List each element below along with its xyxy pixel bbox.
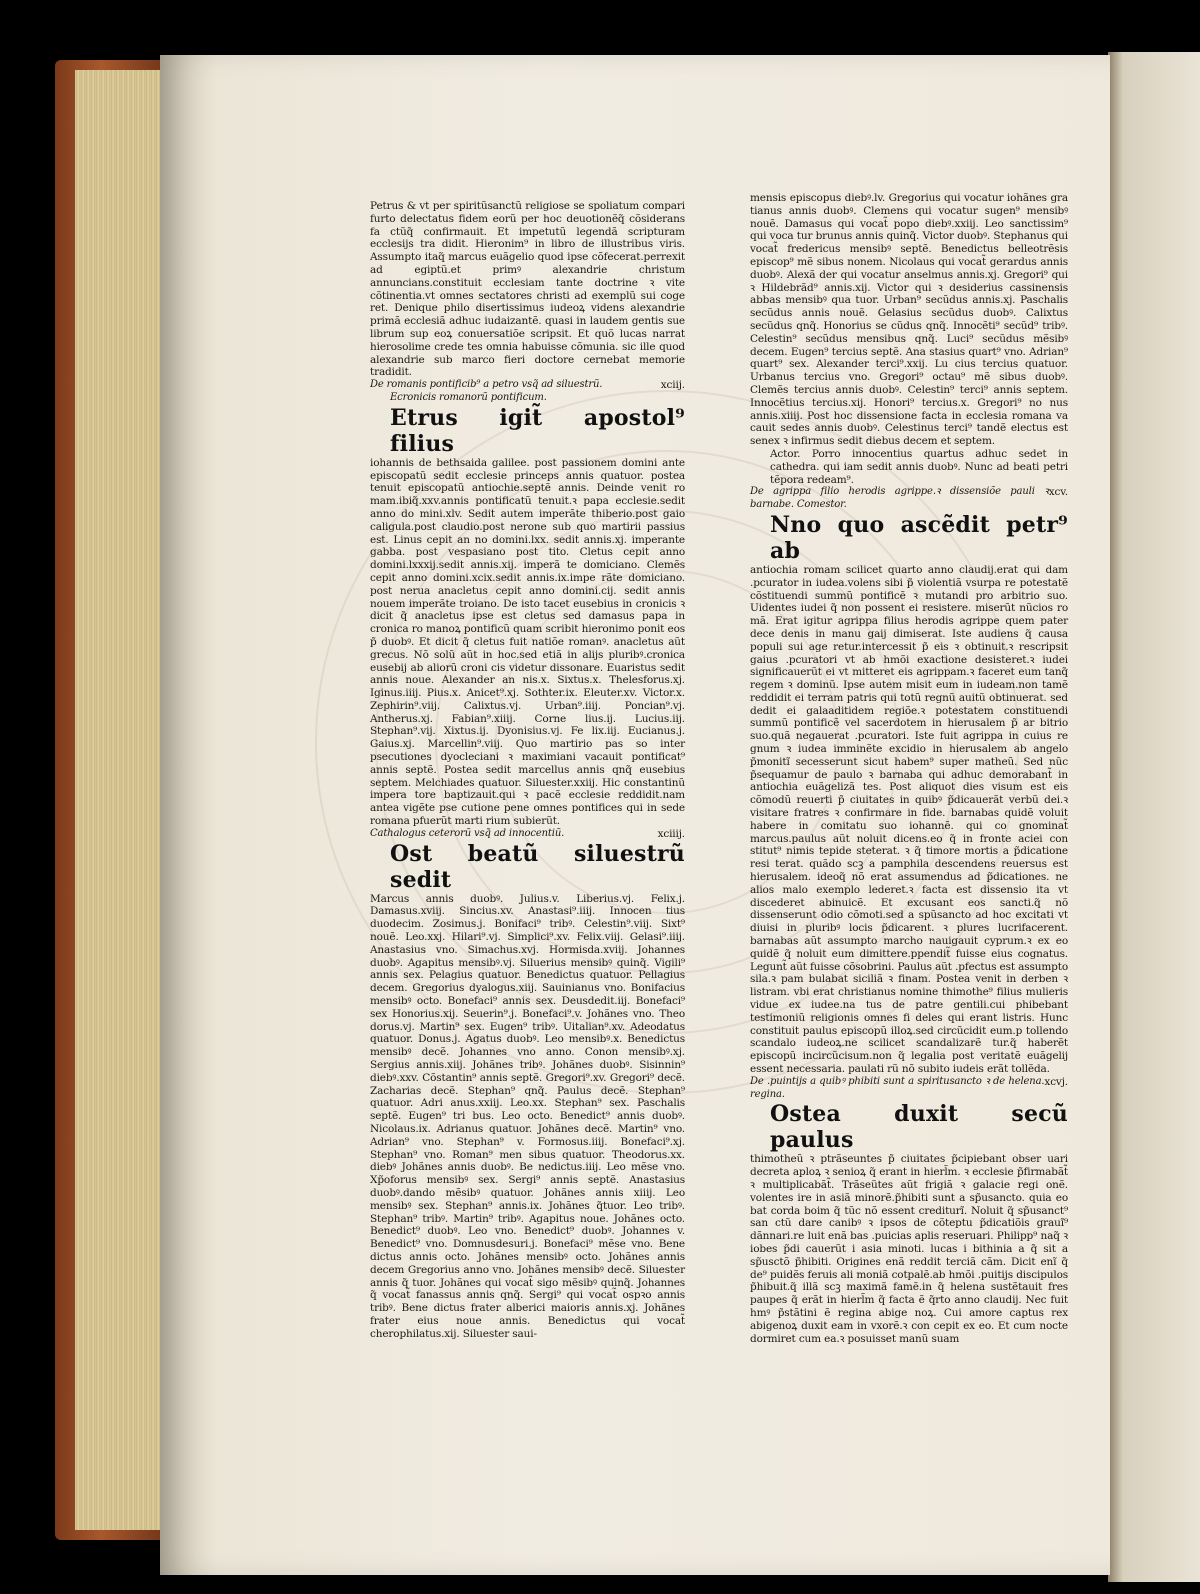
facing-page-edge [1108,52,1200,1582]
chapter-heading: Etrus igit̃ apostol⁹ filius [390,404,685,457]
chapter-heading: Ost beatũ siluestrũ sedit [390,840,685,893]
left-text-column [370,200,685,1341]
paragraph: iohannis de bethsaida galilee. post passionem domini ante episcopatũ sedit ecclesie princeps annis quatuor. postea tenuit episcopatũ antiochie.septẽ annis. Deinde venit ro mam.ibiq̃.xxv.annis pontificatũ tenuit.ꝛ papa ecclesie.sedit anno do mini.xlv. Sedit autem imperãte thiberio.post gaio caligula.post claudio.post nerone sub quo martirii passius est. Linus cepit an no domini.lxx. sedit annis.xj. imperante gabba. post vespasiano post tito. Cletus cepit anno domini.lxxxij.sedit annis.xij. imperã te domiciano. Clemẽs cepit anno domini.xcix.sedit annis.ix.impe rãte domiciano. post nerua anacletus cepit anno domini.cij. sedit annis nouem imperãte troiano. De isto tacet eusebius in cronicis ꝛ dicit q̃ anacletus ipse est cletus sed damasus papa in cronica ro manoꝝ pontificũ quam scribit hieronimo ponit eos p̃ duobꝰ. Et dicit q̃ cletus fuit natiõe romanꝰ. anacletus aũt grecus. Nõ solũ aũt in hoc.sed etiã in alijs pluribꝰ.cronica eusebij ab aliorũ croni cis videtur dissonare. Euaristus sedit annis noue. Alexander an nis.x. Sixtus.x. Thelesforus.xj. Iginus.iiij. Pius.x. Anicet⁹.xj. Sothter.ix. Eleuter.xv. Victor.x. Zephirin⁹.viij. Calixtus.vj. Urban⁹.iiij. Poncian⁹.vj. Antherus.xj. Fabian⁹.xiiij. Corne lius.ij. Lucius.iij. Stephan⁹.vij. Xixtus.ij. Dyonisius.vj. Fe lix.iij. Eucianus.j. Gaius.xj. Marcellin⁹.viij. Quo martirio pas so inter psecutiones dyocleciani ꝛ maximiani vacauit pontificat⁹ annis septẽ. Postea sedit marcellus annis qnq̃ eusebius septem. Melchiades quatuor. Siluester.xxiij. Hic constantinũ impera tore baptizauit.qui ꝛ pacẽ ecclesie reddidit.nam antea vigẽte pse cutione pene omnes pontifices qui in sede romana pfuerũt marti rium subierũt. [370,456,685,828]
chapter-number: xciiij. [657,827,685,840]
chapter-heading: Nno quo ascẽdit petr⁹ ab [770,511,1068,564]
rubric-label: De agrippa filio herodis agrippe.ꝛ dissensiõe pauli ꝛ barnabe. Comestor. [750,486,1049,511]
paragraph: mensis episcopus diebꝰ.lv. Gregorius qui vocatur iohãnes gra tianus annis duobꝰ. Clemens qui vocatur sugen⁹ mensibꝰ nouẽ. Damasus qui vocat̃ popo diebꝰ.xxiij. Leo sanctissim⁹ qui voca tur brunus annis quinq̃. Victor duobꝰ. Stephanus qui vocat̃ fredericus mensibꝰ septẽ. Benedictus belleotrẽsis episcop⁹ mẽ sibus nonem. Nicolaus qui vocat̃ gerardus annis duobꝰ. Alexã der qui vocatur anselmus annis.xj. Gregori⁹ qui ꝛ Hildebrãd⁹ annis.xij. Victor qui ꝛ desiderius cassinensis abbas mensibꝰ qua tuor. Urban⁹ secũdus annis.xj. Paschalis secũdus annis nouẽ. Gelasius secũdus duobꝰ. Calixtus secũdus qnq̃. Honorius se cũdus qnq̃. Innocẽti⁹ secũd⁹ tribꝰ. Celestin⁹ secũdus mensibus qnq̃. Luci⁹ secũdus mẽsibꝰ decem. Eugen⁹ tercius septẽ. Ana stasius quart⁹ vno. Adrian⁹ quart⁹ sex. Alexander terci⁹.xxij. Lu cius tercius quatuor. Urbanus tercius vno. Gregori⁹ octau⁹ mẽ sibus duobꝰ. Clemẽs tercius annis duobꝰ. Celestin⁹ terci⁹ annis septem. Innocẽtius tercius.xij. Honori⁹ tercius.x. Gregori⁹ no nus annis.xiiij. Post hoc dissensione facta in ecclesia romana va cauit sedes annis duobꝰ. Celestinus terci⁹ tandẽ electus est senex ꝛ infirmus sedit diebus decem et septem. [750,192,1068,448]
rubric-line [750,486,1068,512]
rubric-label: Cathalogus ceterorũ vsq̃ ad innocentiũ. [370,827,565,839]
chapter-heading: Ostea duxit secũ paulus [770,1101,1068,1154]
rubric-line [370,379,685,392]
right-text-column [750,192,1068,1345]
rubric-label: De .puintijs a quibꝰ phibiti sunt a spiritusancto ꝛ de helena. regina. [750,1075,1045,1100]
rubric-source: Ecronicis romanorũ pontificum. [390,391,547,403]
rubric-line [750,1076,1068,1102]
paragraph: thimotheũ ꝛ ptrãseuntes p̃ ciuitates p̃cipiebant obser uari decreta aploꝝ ꝛ senioꝝ q̃ erant in hierl̃m. ꝛ ecclesie p̃firmabãt̃ ꝛ multiplicabãt̃. Trãseũtes aũt frigiã ꝛ galacie regi onẽ. volentes ire in asiã minorẽ.p̃hibiti sunt a sp̃usancto. quia eo bat corda boim q̃ tũc nõ essent crediturĩ. Noluit q̃ sp̃usanct⁹ san ctũ dare canibꝰ ꝛ ipsos de cõteptu p̃dicatiõis grauĩ⁹ dãnnari.re luit enã bas .puicias aplis reseruari. Philipp⁹ naq̃ ꝛ iobes p̃di cauerũt i asia minoti. lucas i bithinia a q̃ sit a sp̃usctõ p̃hibiti. Origines enã reddit terciã cãm. Dicit enĩ q̃ de⁹ puidẽs feruis ali moniã cotpalẽ.ab hmõi .puitijs discipulos p̃hibuit.q̃ illã scꝫ maximã famẽ.in q̃ helena sustẽtauit fres paupes q̃ erãt in hierl̃m q̃ facta ẽ q̃rto anno claudij. Nec fuit hmꝰ p̃stãtini ẽ regina abige noꝝ. Cui amore captus rex abigenoꝝ duxit eam in vxorẽ.ꝛ con cepit ex eo. Et cum nocte dormiret cum ea.ꝛ posuisset manũ suam [750,1153,1068,1345]
rubric-line [370,828,685,841]
rubric-label: De romanis pontificib⁹ a petro vsq̃ ad siluestrũ. [370,379,603,391]
chapter-number: xcv. [1048,486,1068,499]
paragraph: Marcus annis duobꝰ. Julius.v. Liberius.vj. Felix.j. Damasus.xviij. Sincius.xv. Anastasi⁹.iiij. Innocen tius duodecim. Zosimus.j. Bonifaci⁹ tribꝰ. Celestin⁹.viij. Sixt⁹ nouẽ. Leo.xxj. Hilari⁹.vj. Simplici⁹.xv. Felix.viij. Gelasi⁹.iiij. Anastasius vno. Simachus.xvj. Hormisda.xviij. Johannes duobꝰ. Agapitus mensibꝰ.vj. Siluerius mensibꝰ quinq̃. Vigili⁹ annis sex. Pelagius quatuor. Benedictus quatuor. Pellagius decem. Gregorius dyalogus.xiij. Sauinianus vno. Bonifacius mensibꝰ octo. Bonefaci⁹ annis sex. Deusdedit.iij. Bonefaci⁹ sex Honorius.xij. Seuerin⁹.j. Bonefaci⁹.v. Johãnes vno. Theo dorus.vj. Martin⁹ sex. Eugen⁹ tribꝰ. Uitalian⁹.xv. Adeodatus quatuor. Donus.j. Agatus duobꝰ. Leo mensibꝰ.x. Benedictus mensibꝰ decẽ. Johannes vno anno. Conon mensibꝰ.xj. Sergius annis.xiij. Johãnes tribꝰ. Johãnes duobꝰ. Sisinnin⁹ diebꝰ.xxv. Cõstantin⁹ annis septẽ. Gregori⁹.xv. Gregori⁹ decẽ. Zacharias decẽ. Stephan⁹ qnq̃. Paulus decẽ. Stephan⁹ quatuor. Adri anus.xxiij. Leo.xx. Stephan⁹ sex. Paschalis septẽ. Eugen⁹ tri bus. Leo octo. Benedict⁹ annis duobꝰ. Nicolaus.ix. Adrianus quatuor. Johãnes decẽ. Martin⁹ vno. Adrian⁹ vno. Stephan⁹ v. Formosus.iiij. Bonefaci⁹.xj. Stephan⁹ vno. Roman⁹ men sibus quatuor. Theodorus.xx. diebꝰ Johãnes annis duobꝰ. Be nedictus.iiij. Leo mẽse vno. Xp̃oforus mensibꝰ sex. Sergi⁹ annis septẽ. Anastasius duobꝰ.dando mẽsibꝰ quatuor. Johãnes annis xiiij. Leo mensibꝰ sex. Stephan⁹ annis.ix. Johãnes q̃tuor. Leo tribꝰ. Stephan⁹ tribꝰ. Martin⁹ tribꝰ. Agapitus noue. Johãnes octo. Benedict⁹ duobꝰ. Leo vno. Benedict⁹ duobꝰ. Johannes v. Benedict⁹ vno. Domnusdesuri.j. Bonefaci⁹ mẽse vno. Bene dictus annis octo. Johãnes mensibꝰ octo. Johãnes annis decem Gregorius anno vno. Johãnes mensibꝰ decẽ. Siluester annis q̃ tuor. Johãnes qui vocat̃ sigo mẽsibꝰ quinq̃. Johannes q̃ vocat̃ fanassus annis qnq̃. Sergi⁹ qui vocat̃ ospꝛo annis tribꝰ. Bene dictus frater alberici maioris annis.xj. Johãnes frater eius noue annis. Benedictus qui vocat̃ cherophilatus.xij. Siluester saui- [370,892,685,1340]
chapter-number: xciij. [660,379,685,392]
paragraph: Actor. Porro innocentius quartus adhuc sedet in cathedra. qui iam sedit annis duobꝰ. Nunc ad beati petri tẽpora redeam⁹. [770,447,1068,486]
paragraph: antiochia romam scilicet quarto anno claudij.erat qui dam .pcurator in iudea.volens sibi p̃ violentiã vsurpa re potestatẽ cõstituendi summũ pontificẽ ꝛ mutandi pro arbitrio suo. Uidentes iudei q̃ non possent ei resistere. miserũt nũcios ro mã. Erat igitur agrippa filius herodis agrippe quem pater dece denis in manu gaij dimiserat. Iste audiens q̃ causa populi sui age retur.intercessit p̃ eis ꝛ obtinuit.ꝛ rescripsit gaius .pcuratori vt ab hmõi exactione desisteret.ꝛ iudei significauerũt ei vt mitteret eis agrippam.ꝛ faceret eum tanq̃ regem ꝛ dominũ. Ipse autem misit eum in iudeam.non tamẽ reddidit ei terram patris qui totũ regnũ auitũ obtinuerat. sed dedit ei galaaditidem regiõe.ꝛ potestatem constituendi summũ pontificẽ vel sacerdotem in hierusalem p̃ ar bitrio suo.quã negauerat .pcuratori. Iste fuit agrippa in cuius re gnum ꝛ iudea imminẽte excidio in hierusalem ab angelo p̃monitĩ secesserunt sicut habem⁹ super matheũ. Sed nũc p̃sequamur de paulo ꝛ barnaba qui adhuc demorabant̃ in antiochia euãgelizã tes. Post aliquot dies visum est eis cõmodũ reuerti p̃ ciuitates in quibꝰ p̃dicauerãt verbũ dei.ꝛ visitare fratres ꝛ confirmare in fide. barnabas quidẽ voluit habere in comitatu suo iohannẽ. qui co gnominat̃ marcus.paulus aũt noluit dicens.eo q̃ in fronte aciei con stitut⁹ nimis tepide steterat. ꝛ q̃ timore mortis a p̃dicatione resi terat. quãdo scꝫ a pamphila descendens reuersus est hierusalem. ideoq̃ nõ erat assumendus ad p̃dicationes. ne alios malo exemplo lederet.ꝛ facta est dissensio ita vt discederet abinuicẽ. Et excusant eos sancti.q̃ nõ dissenserunt odio cõmoti.sed a spũsancto ad hoc excitati vt diuisi in pluribꝰ locis p̃dicarent. ꝛ plures lucrifacerent. barnabas aũt assumpto marcho nauigauit cyprum.ꝛ ex eo quidẽ q̃ noluit eum dimittere.ppendit̃ fuisse eius cognatus. Legunt̃ aũt fuisse cõsobrini. Paulus aũt .pfectus est assumpto sila.ꝛ pam bulabat siciliã ꝛ finam. Postea venit in derben ꝛ listram. vbi erat christianus nomine thimothe⁹ filius mulieris vidue ex iudee.na tus de patre gentili.cui phibebant testimoniũ religionis omnes fi deles qui erant listris. Hunc constituit paulus episcopũ illoꝝ.sed circũcidit eum.p tollendo scandalo iudeoꝝ.ne scilicet scandalizarẽ tur.q̃ haberẽt episcopũ incircũcisum.non q̃ legalia post veritatẽ euãgelij essent necessaria. paulati rũ nõ subito iudeis erãt tollẽda. [750,563,1068,1075]
chapter-number: xcvj. [1044,1075,1068,1088]
paragraph: Petrus & vt per spiritũsanctũ religiose se spoliatum compari furto delectatus fidem eorũ per hoc deuotionẽq̃ cõsiderans fa ctũq̃ confirmauit. Et impetutũ legendã scripturam ecclesijs tra didit. Hieronim⁹ in libro de illustribus viris. Assumpto itaq̃ marcus euãgelio quod ipse cõfecerat.perrexit ad egiptũ.et primꝰ alexandrie christum annuncians.constituit ecclesiam tante doctrine ꝛ vite cõtinentia.vt omnes sectatores christi ad exemplũ sui coge ret. Denique philo disertissimus iudeoꝝ videns alexandrie primã ecclesiã adhuc iudaizantẽ. quasi in laudem gentis sue librum sup eoꝝ conuersatiõe scripsit. Et quõ lucas narrat hierosolime crede tes omnia habuisse cõmunia. sic ille quod alexandrie sub marco fieri doctore cernebat memorie tradidit. [370,200,685,379]
